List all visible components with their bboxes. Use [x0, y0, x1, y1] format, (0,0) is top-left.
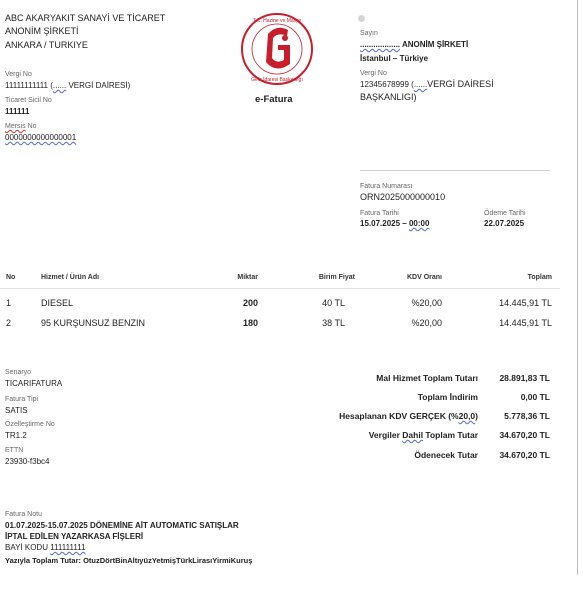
mersis-label-rest: No	[25, 123, 37, 130]
total-vat-label	[278, 411, 478, 421]
row-total: 14.445,91 TL	[499, 318, 552, 328]
row-total: 14.445,91 TL	[499, 298, 552, 308]
bullet-dot	[358, 15, 365, 22]
invoice-time: 00:00	[408, 219, 430, 228]
buyer-tax-office-line2: BAŞKANLIGI)	[360, 92, 417, 102]
seller-tax-label: Vergi No	[5, 71, 32, 78]
seller-name-line2: ANONİM ŞİRKETİ	[5, 26, 79, 36]
type-label: Fatura Tipi	[5, 396, 39, 403]
total-incl-label	[278, 430, 478, 440]
due-date-label: Ödeme Tarihi	[484, 210, 526, 217]
gib-logo	[240, 12, 314, 86]
total-vat-rate: 20,0	[458, 411, 476, 421]
svg-text:T.C. Hazine ve Maliye: T.C. Hazine ve Maliye	[252, 18, 302, 24]
invoice-number: ORN2025000000010	[360, 192, 446, 202]
row-unit-price: 38 TL	[322, 318, 345, 328]
mersis-value: 0000000000000001	[5, 133, 77, 142]
seller-tax-no: 11111111111 (	[5, 81, 53, 90]
note-label: Fatura Notu	[5, 511, 42, 518]
seller-tax-office: VERGİ DAİRESİ)	[66, 81, 131, 90]
buyer-tax-no: 12345678999 (	[360, 80, 414, 89]
payable-label: Ödenecek Tutar	[414, 450, 478, 460]
svg-text:Gelir İdaresi Başkanlığı: Gelir İdaresi Başkanlığı	[251, 77, 303, 83]
invoice-date-label: Fatura Tarihi	[360, 210, 399, 217]
seller-tax-line	[5, 81, 130, 90]
total-incl-label-c: Toplam Tutar	[423, 430, 478, 440]
efatura-title: e-Fatura	[255, 94, 293, 105]
buyer-tax-office: VERGİ DAİRESİ	[427, 79, 494, 89]
total-goods-value: 28.891,83 TL	[499, 373, 550, 383]
payable-value: 34.670,20 TL	[499, 450, 550, 460]
row-no: 1	[6, 298, 12, 308]
total-vat-label-a: Hesaplanan KDV GERÇEK (%	[339, 411, 459, 421]
row-qty: 200	[242, 298, 258, 308]
buyer-name-rest: ANONİM ŞİRKETİ	[400, 40, 469, 49]
scenario-value: TICARIFATURA	[5, 379, 63, 388]
due-date: 22.07.2025	[484, 219, 525, 228]
buyer-tax-label: Vergi No	[360, 70, 387, 77]
buyer-name	[360, 40, 468, 49]
total-vat-value: 5.778,36 TL	[504, 411, 550, 421]
buyer-greeting: Sayın	[360, 30, 378, 37]
buyer-name-mark: ..................	[360, 40, 401, 49]
buyer-city: İstanbul – Türkiye	[360, 54, 429, 63]
invoice-date	[360, 219, 429, 228]
ettn-label: ETTN	[5, 447, 24, 454]
invoice-divider	[360, 170, 550, 171]
dealer-code-label: BAYİ KODU	[5, 543, 51, 552]
col-qty: Miktar	[237, 274, 258, 281]
total-discount-value: 0,00 TL	[520, 392, 550, 402]
invoice-date-value: 15.07.2025 –	[360, 219, 409, 228]
buyer-tax-line	[360, 79, 494, 89]
note-line1: 01.07.2025-15.07.2025 DÖNEMİNE AİT AUTOMATIC SATIŞLAR	[5, 521, 239, 530]
dealer-code: 111111111	[50, 543, 86, 552]
total-goods-label: Mal Hizmet Toplam Tutarı	[376, 373, 478, 383]
col-total: Toplam	[527, 274, 552, 281]
customization-label: Özelleştirme No	[5, 421, 55, 428]
amount-in-words: Yazıyla Toplam Tutar: OtuzDörtBinAltıyüzYetmişTürkLirasıYirmiKuruş	[5, 556, 253, 565]
col-no: No	[6, 274, 16, 281]
col-vat: KDV Oranı	[406, 274, 442, 281]
mersis-label	[5, 123, 37, 130]
row-no: 2	[6, 318, 12, 328]
seller-tax-office-mark: ......	[52, 81, 67, 90]
gib-logo-icon	[240, 12, 314, 86]
scenario-label: Senaryo	[5, 369, 32, 376]
row-qty: 180	[242, 318, 258, 328]
row-vat: %20,00	[411, 298, 442, 308]
type-value: SATIS	[5, 406, 28, 415]
trade-reg-label: Ticaret Sicil No	[5, 97, 52, 104]
total-incl-mark: Dahil	[402, 430, 424, 440]
seller-city: ANKARA / TURKIYE	[5, 40, 88, 50]
col-unit-price: Birim Fiyat	[318, 274, 355, 281]
row-unit-price: 40 TL	[322, 298, 345, 308]
invoice-number-label: Fatura Numarası	[360, 183, 413, 190]
total-vat-label-c: )	[475, 411, 478, 421]
trade-reg-value: 111111	[5, 107, 30, 116]
total-discount-label: Toplam İndirim	[417, 392, 478, 402]
ettn-value: 23930-f3bc4	[5, 457, 50, 466]
buyer-tax-office-mark: ......	[413, 80, 428, 89]
customization-value: TR1.2	[5, 431, 27, 440]
note-line2: İPTAL EDİLEN YAZARKASA FİŞLERİ	[5, 532, 144, 541]
page-edge	[577, 0, 578, 575]
table-header-divider	[0, 288, 560, 289]
row-name: DIESEL	[41, 298, 74, 308]
mersis-label-mark: Mersis	[5, 123, 26, 130]
note-line3	[5, 543, 86, 552]
row-vat: %20,00	[411, 318, 442, 328]
col-name: Hizmet / Ürün Adı	[41, 274, 100, 281]
row-name: 95 KURŞUNSUZ BENZIN	[41, 318, 146, 328]
total-incl-label-a: Vergiler	[368, 430, 403, 440]
total-incl-value: 34.670,20 TL	[499, 430, 550, 440]
seller-name-line1: ABC AKARYAKIT SANAYİ VE TİCARET	[5, 13, 166, 23]
